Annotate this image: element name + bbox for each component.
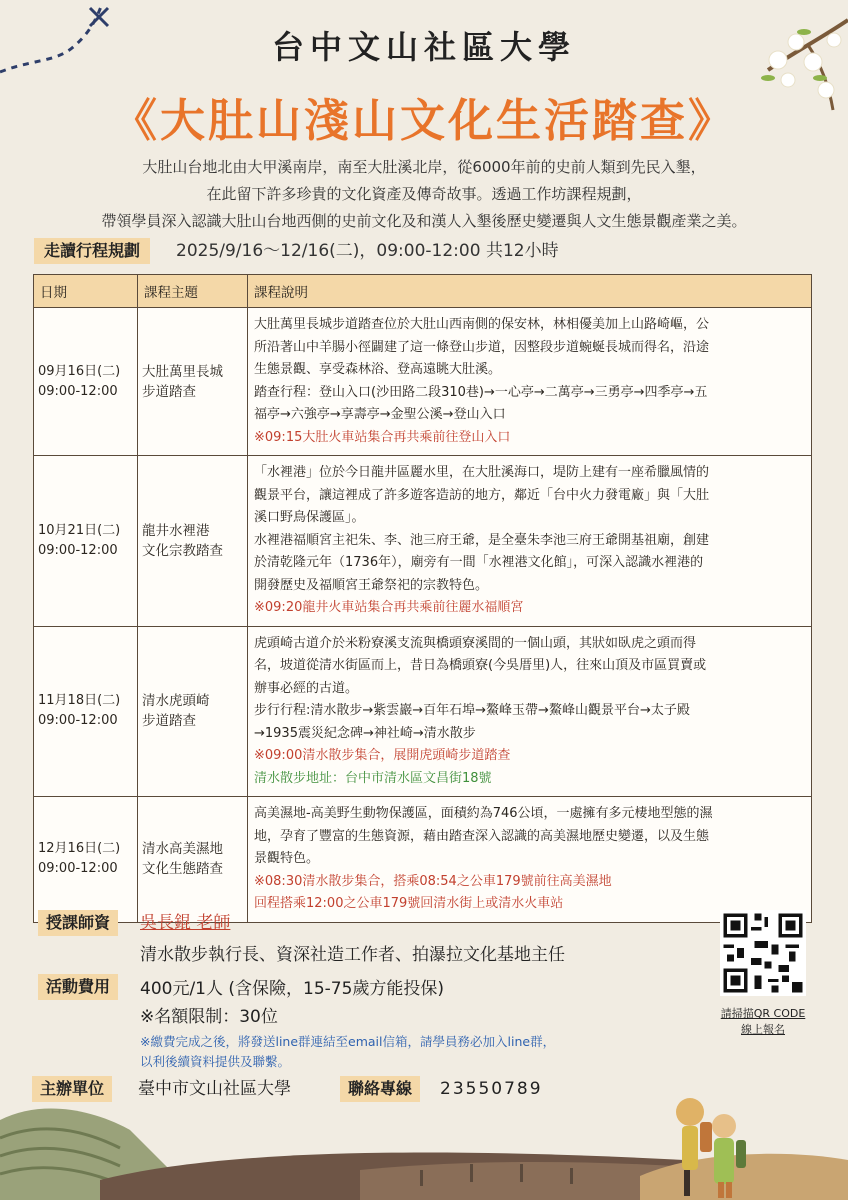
date-text: 11月18日(二) [38,693,121,709]
topic-line: 清水高美濕地 [142,841,223,858]
desc-line: 步行行程:清水散步→紫雲巖→百年石埠→鰲峰玉帶→鰲峰山觀景平台→太子殿 [254,703,690,718]
organization-name: 台中文山社區大學 [271,28,576,66]
time-text: 09:00-12:00 [38,861,118,877]
desc-line: 於清乾隆元年（1736年），廟旁有一間「水裡港文化館」，可深入認識水裡港的 [254,555,704,570]
teacher-bio: 清水散步執行長、資深社造工作者、拍瀑拉文化基地主任 [140,945,565,965]
desc-line: 辦事必經的古道。 [254,680,359,696]
row-topic [138,456,248,627]
date-text: 09月16日(二) [38,363,121,379]
row-date [34,308,138,456]
host-value: 臺中市文山社區大學 [138,1079,291,1099]
desc-line: 地，孕育了豐富的生態資源，藉由踏查深入認識的高美濕地歷史變遷，以及生態 [254,828,710,844]
meeting-note: ※09:00清水散步集合，展開虎頭崎步道踏查 [254,748,511,763]
header-topic: 課程主題 [138,275,248,308]
row-date [34,456,138,627]
desc-line: 景觀特色。 [254,851,320,866]
intro-paragraph [40,154,808,235]
landscape-illustration [0,1060,848,1200]
schedule-table [33,274,812,923]
desc-line: 高美濕地-高美野生動物保護區，面積約為746公頃，一處擁有多元棲地型態的濕 [254,806,713,821]
time-text: 09:00-12:00 [38,383,118,399]
header-date: 日期 [34,275,138,308]
topic-line: 步道踏查 [142,383,196,400]
meeting-note: ※09:15大肚火車站集合再共乘前往登山入口 [254,429,511,445]
intro-line: 帶領學員深入認識大肚山台地西側的史前文化及和漢人入墾後歷史變遷與人文生態景觀產業之美。 [101,212,747,230]
schedule-label: 走讀行程規劃 [34,238,150,264]
event-title: 《大肚山淺山文化生活踏查》 [111,94,736,147]
return-note: 回程搭乘12:00之公車179號回清水街上或清水火車站 [254,896,564,911]
row-date [34,626,138,797]
teacher-label: 授課師資 [38,910,118,936]
desc-line: 名，坡道從清水街區而上，昔日為橋頭寮(今吳厝里)人，往來山頂及市區買賣或 [254,658,707,673]
desc-line: 觀景平台，讓這裡成了許多遊客造訪的地方，鄰近「台中火力發電廠」與「大肚 [254,487,710,503]
intro-line: 在此留下許多珍貴的文化資產及傳奇故事。透過工作坊課程規劃， [206,185,642,203]
meeting-note: ※08:30清水散步集合，搭乘08:54之公車179號前往高美濕地 [254,873,612,889]
row-description [248,626,812,797]
row-topic [138,626,248,797]
row-date [34,797,138,923]
host-label: 主辦單位 [32,1076,112,1102]
quota-text: ※名額限制：30位 [140,1007,278,1027]
fee-note-line: ※繳費完成之後，將發送line群連結至email信箱，請學員務必加入line群， [140,1034,556,1049]
header-description: 課程說明 [248,275,812,308]
row-description [248,797,812,923]
meeting-note: ※09:20龍井火車站集合再共乘前往麗水福順宮 [254,600,524,615]
row-topic [138,308,248,456]
desc-line: 虎頭崎古道介於米粉寮溪支流與橋頭寮溪間的一個山頭，其狀如臥虎之頭而得 [254,635,697,651]
qr-code-icon[interactable] [720,910,806,996]
desc-line: 所沿著山中羊腸小徑闢建了這一條登山步道，因整段步道蜿蜒長城而得名，沿途 [254,339,710,355]
table-row [34,308,812,456]
topic-line: 龍井水裡港 [142,522,210,539]
desc-line: 溪口野鳥保護區」。 [254,510,365,525]
date-text: 10月21日(二) [38,522,121,538]
desc-line: 踏查行程：登山入口(沙田路二段310巷)→一心亭→二萬亭→三勇亭→四季亭→五 [254,384,708,400]
topic-line: 文化宗教踏查 [142,542,223,559]
desc-line: →1935震災紀念碑→神社崎→清水散步 [254,725,476,741]
table-row [34,797,812,923]
desc-line: 水裡港福順宮主祀朱、李、池三府王爺，是全臺朱李池三府王爺開基祖廟，創建 [254,532,710,548]
fee-label: 活動費用 [38,974,118,1000]
row-description [248,308,812,456]
row-topic [138,797,248,923]
time-text: 09:00-12:00 [38,542,118,558]
qr-caption-line: 線上報名 [741,1023,785,1036]
desc-line: 「水裡港」位於今日龍井區麗水里，在大肚溪海口，堤防上建有一座希臘風情的 [254,465,710,480]
desc-line: 生態景觀、享受森林浴、登高遠眺大肚溪。 [254,362,502,377]
teacher-name-link[interactable]: 吳長錕 老師 [140,913,231,933]
fee-value: 400元/1人 (含保險，15-75歲方能投保) [140,979,445,999]
desc-line: 福亭→六強亭→享壽亭→金聖公溪→登山入口 [254,407,506,422]
date-text: 12月16日(二) [38,841,121,857]
topic-line: 清水虎頭崎 [142,693,210,710]
table-row [34,456,812,627]
contact-phone: 23550789 [440,1079,543,1099]
row-description [248,456,812,627]
table-header-row [34,275,812,308]
contact-label: 聯絡專線 [340,1076,420,1102]
meeting-address: 清水散步地址：台中市清水區文昌街18號 [254,770,492,786]
topic-line: 大肚萬里長城 [142,363,223,380]
intro-line: 大肚山台地北由大甲溪南岸，南至大肚溪北岸，從6000年前的史前人類到先民入墾， [142,158,706,176]
table-row [34,626,812,797]
topic-line: 文化生態踏查 [142,861,223,878]
desc-line: 開發歷史及福順宮王爺祭祀的宗教特色。 [254,577,489,593]
fee-note-line: 以利後續資料提供及聯繫。 [140,1054,291,1069]
topic-line: 步道踏查 [142,713,196,730]
desc-line: 大肚萬里長城步道踏查位於大肚山西南側的保安林，林相優美加上山路崎嶇，公 [254,317,710,332]
time-text: 09:00-12:00 [38,713,118,729]
qr-caption-line: 請掃描QR CODE [720,1007,806,1020]
schedule-period: 2025/9/16～12/16(二)，09:00-12:00 共12小時 [176,241,559,261]
qr-caption [700,1006,826,1038]
